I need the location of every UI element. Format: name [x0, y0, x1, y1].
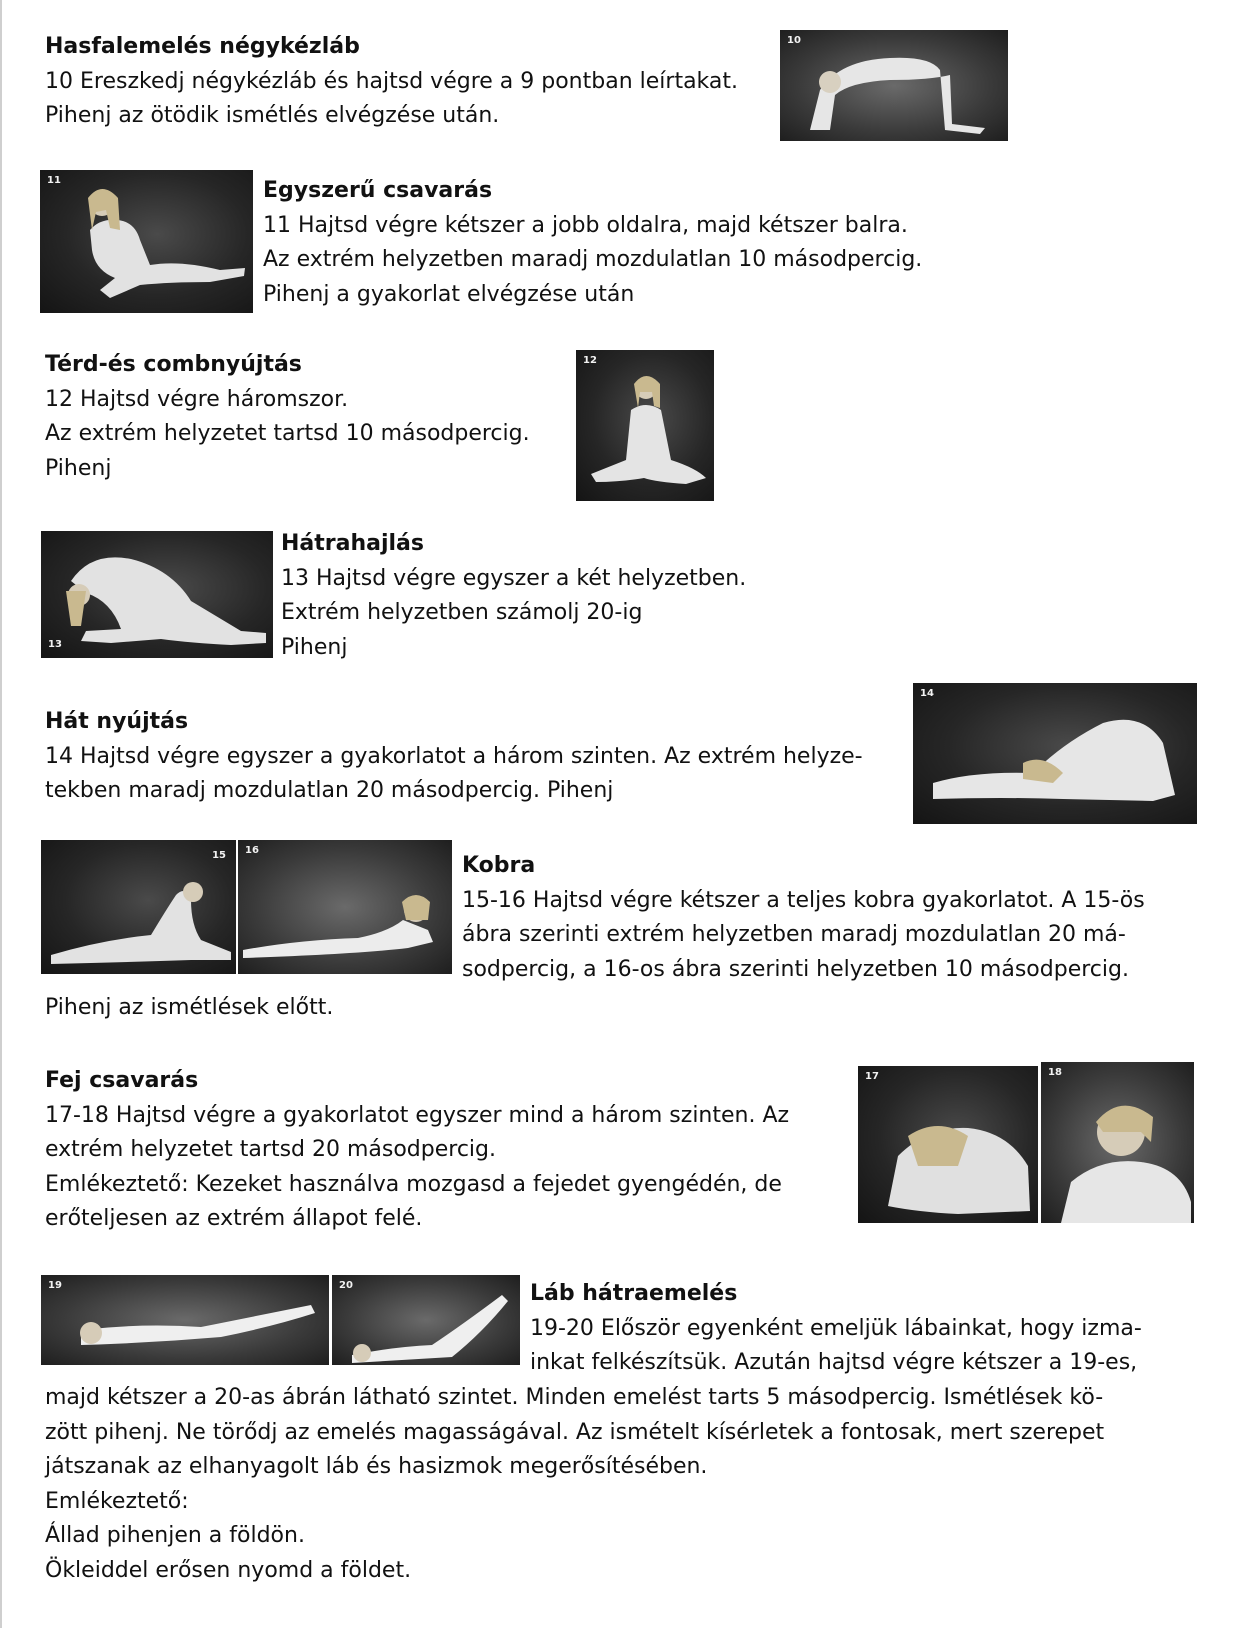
figure-silhouette: [238, 840, 452, 974]
section-text-line: ábra szerinti extrém helyzetben maradj mozdulatlan 20 má-: [462, 922, 1126, 947]
exercise-photo-11: [40, 170, 253, 313]
section-text-line: Állad pihenjen a földön.: [45, 1523, 305, 1548]
figure-number: 14: [920, 688, 934, 699]
section-text-line: Emlékeztető:: [45, 1488, 189, 1514]
exercise-photo-10: [780, 30, 1008, 141]
section-text-line: Pihenj a gyakorlat elvégzése után: [263, 281, 635, 307]
section-text-line: erőteljesen az extrém állapot felé.: [45, 1206, 423, 1231]
exercise-photo-19: [41, 1275, 329, 1365]
section-text-line: Pihenj az ismétlések előtt.: [45, 995, 334, 1020]
section-text-line: Pihenj az ötödik ismétlés elvégzése után.: [45, 103, 500, 128]
section-title: Láb hátraemelés: [530, 1281, 738, 1306]
figure-number: 18: [1048, 1067, 1062, 1078]
section-lab-hatraemeles: [530, 1277, 1142, 1381]
section-text-line: 13 Hajtsd végre egyszer a két helyzetben.: [281, 565, 747, 591]
exercise-photo-16: [238, 840, 452, 974]
figure-silhouette: [780, 30, 1008, 141]
section-title: Egyszerű csavarás: [263, 178, 493, 203]
page-edge: [0, 0, 2, 1628]
figure-number: 19: [48, 1280, 62, 1291]
section-text-line: sodpercig, a 16-os ábra szerinti helyzetben 10 másodpercig.: [462, 956, 1129, 982]
exercise-photo-17: [858, 1066, 1038, 1223]
exercise-photo-13: [41, 531, 273, 658]
section-fej-csavaras: [45, 1064, 789, 1237]
section-title: Kobra: [462, 853, 536, 878]
figure-silhouette: [913, 683, 1197, 824]
figure-number: 11: [47, 175, 61, 186]
figure-number: 12: [583, 355, 597, 366]
exercise-photo-20: [332, 1275, 520, 1365]
exercise-photo-18: [1041, 1062, 1194, 1223]
figure-silhouette: [40, 170, 253, 313]
figure-silhouette: [41, 840, 236, 974]
section-title: Hátrahajlás: [281, 531, 424, 556]
section-text-line: 10 Ereszkedj négykézláb és hajtsd végre a 9 pontban leírtakat.: [45, 68, 738, 94]
section-text-line: Az extrém helyzetet tartsd 10 másodpercig.: [45, 421, 530, 446]
section-text-line: Pihenj: [45, 455, 112, 481]
section-text-line: inkat felkészítsük. Azután hajtsd végre kétszer a 19-es,: [530, 1350, 1138, 1375]
section-title: Fej csavarás: [45, 1068, 199, 1093]
section-title: Hát nyújtás: [45, 709, 189, 734]
section-text-line: 12 Hajtsd végre háromszor.: [45, 386, 349, 412]
exercise-photo-15: [41, 840, 236, 974]
exercise-photo-12: [576, 350, 714, 501]
exercise-photo-14: [913, 683, 1197, 824]
section-text-line: Az extrém helyzetben maradj mozdulatlan 10 másodpercig.: [263, 247, 923, 272]
section-text-line: 11 Hajtsd végre kétszer a jobb oldalra, majd kétszer balra.: [263, 212, 908, 238]
section-text-line: majd kétszer a 20-as ábrán látható szintet. Minden emelést tarts 5 másodpercig. Ismétlések kö-: [45, 1385, 1104, 1410]
section-text-line: Pihenj: [281, 634, 348, 660]
section-text-line: 15-16 Hajtsd végre kétszer a teljes kobra gyakorlatot. A 15-ös: [462, 887, 1145, 913]
section-lab-hatraemeles-continuation: [45, 1381, 1104, 1588]
section-terd-es-combnyujtas: [45, 348, 530, 486]
figure-number: 15: [212, 850, 226, 861]
figure-silhouette: [858, 1066, 1038, 1223]
section-hat-nyujtas: [45, 705, 863, 809]
section-text-line: 17-18 Hajtsd végre a gyakorlatot egyszer mind a három szinten. Az: [45, 1102, 790, 1128]
section-hatrahajlas: [281, 527, 746, 665]
section-kobra-continuation: [45, 991, 333, 1026]
figure-number: 16: [245, 845, 259, 856]
figure-number: 20: [339, 1280, 353, 1291]
figure-number: 10: [787, 35, 801, 46]
section-text-line: Extrém helyzetben számolj 20-ig: [281, 600, 643, 625]
figure-number: 13: [48, 639, 62, 650]
figure-silhouette: [41, 1275, 329, 1365]
section-text-line: 19-20 Először egyenként emeljük lábainkat, hogy izma-: [530, 1315, 1142, 1341]
figure-silhouette: [332, 1275, 520, 1365]
figure-silhouette: [41, 531, 273, 658]
figure-silhouette: [576, 350, 714, 501]
section-text-line: extrém helyzetet tartsd 20 másodpercig.: [45, 1137, 496, 1162]
section-text-line: tekben maradj mozdulatlan 20 másodpercig. Pihenj: [45, 778, 614, 803]
section-egyszeru-csavaras: [263, 174, 922, 312]
section-text-line: zött pihenj. Ne törődj az emelés magasságával. Az ismételt kísérletek a fontosak, mert szerepet: [45, 1419, 1105, 1445]
section-text-line: játszanak az elhanyagolt láb és hasizmok megerősítésében.: [45, 1454, 708, 1479]
figure-silhouette: [1041, 1062, 1194, 1223]
section-hasfalemeles: [45, 30, 738, 134]
section-kobra: [462, 849, 1145, 987]
section-text-line: Ökleiddel erősen nyomd a földet.: [45, 1557, 412, 1583]
section-title: Hasfalemelés négykézláb: [45, 34, 360, 59]
section-title: Térd-és combnyújtás: [45, 352, 302, 377]
section-text-line: 14 Hajtsd végre egyszer a gyakorlatot a három szinten. Az extrém helyze-: [45, 743, 863, 769]
section-text-line: Emlékeztető: Kezeket használva mozgasd a fejedet gyengédén, de: [45, 1171, 782, 1197]
figure-number: 17: [865, 1071, 879, 1082]
